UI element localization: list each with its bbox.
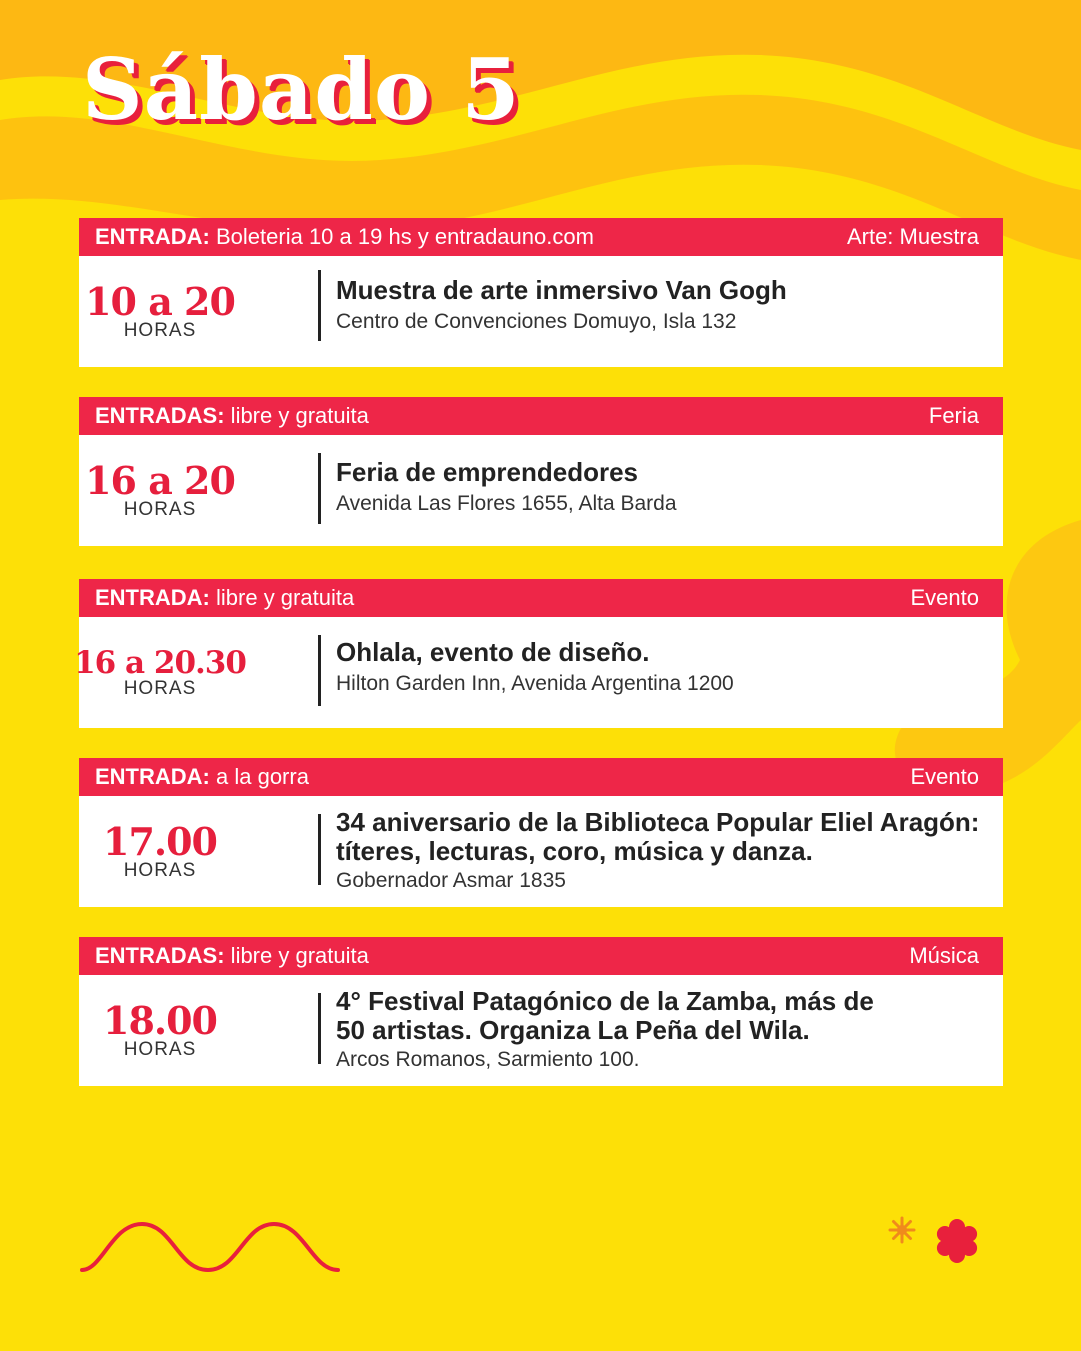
event-time-range: 16 a 20.30 — [74, 644, 246, 681]
sparkle-icon — [888, 1216, 916, 1244]
event-header-bar — [79, 397, 1003, 435]
event-card — [79, 397, 1003, 546]
entry-info: ENTRADA: Boleteria 10 a 19 hs y entradauno.com — [95, 224, 594, 249]
event-info — [336, 458, 983, 517]
event-header-bar — [79, 937, 1003, 975]
event-title-line-1: 4° Festival Patagónico de la Zamba, más de — [336, 986, 874, 1016]
event-time-range: 18.00 — [103, 998, 217, 1043]
entry-info: ENTRADAS: libre y gratuita — [95, 943, 369, 968]
event-card — [74, 579, 1003, 728]
event-body — [79, 975, 1003, 1086]
event-card — [79, 937, 1003, 1086]
event-info — [336, 808, 983, 894]
event-time-range: 16 a 20 — [85, 458, 235, 503]
event-body — [79, 435, 1003, 546]
event-location: Hilton Garden Inn, Avenida Argentina 1200 — [336, 672, 734, 695]
event-category: Evento — [910, 764, 979, 789]
event-title-line-1: 34 aniversario de la Biblioteca Popular Eliel Aragón: — [336, 807, 980, 837]
event-title-line-2: 50 artistas. Organiza La Peña del Wila. — [336, 1015, 810, 1045]
event-card — [79, 218, 1003, 367]
event-info — [336, 987, 983, 1073]
event-body — [74, 617, 1003, 728]
event-time-unit: HORAS — [123, 860, 197, 881]
event-time-unit: HORAS — [123, 499, 197, 520]
event-time — [79, 256, 241, 367]
divider — [318, 453, 321, 524]
entry-info: ENTRADA: a la gorra — [95, 764, 309, 789]
event-time — [79, 435, 241, 546]
event-body — [79, 256, 1003, 367]
flower-icon — [934, 1218, 980, 1264]
page-title: Sábado 5 — [82, 40, 521, 139]
event-title-line-2: títeres, lecturas, coro, música y danza. — [336, 836, 813, 866]
event-time-range: 10 a 20 — [85, 279, 235, 324]
event-info — [336, 276, 983, 335]
event-time — [79, 796, 241, 907]
event-time — [79, 975, 241, 1086]
event-card — [79, 758, 1003, 907]
event-info — [336, 638, 983, 697]
event-time-range: 17.00 — [103, 819, 217, 864]
event-title: Muestra de arte inmersivo Van Gogh — [336, 275, 787, 305]
event-header-bar — [79, 218, 1003, 256]
event-header-bar — [79, 758, 1003, 796]
event-title: Ohlala, evento de diseño. — [336, 637, 650, 667]
event-time-unit: HORAS — [123, 677, 197, 699]
event-header-bar — [79, 579, 1003, 617]
event-category: Evento — [910, 585, 979, 610]
divider — [318, 635, 321, 706]
event-category: Arte: Muestra — [846, 224, 979, 249]
divider — [318, 814, 321, 885]
event-title: Feria de emprendedores — [336, 457, 638, 487]
event-body — [79, 796, 1003, 907]
entry-info: ENTRADAS: libre y gratuita — [95, 403, 369, 428]
event-location: Gobernador Asmar 1835 — [336, 869, 566, 892]
divider — [318, 993, 321, 1064]
event-category: Feria — [928, 403, 979, 428]
event-time — [74, 617, 246, 728]
wave-line-icon — [76, 1218, 346, 1278]
event-time-unit: HORAS — [123, 1039, 197, 1060]
event-location: Avenida Las Flores 1655, Alta Barda — [336, 492, 677, 515]
event-category: Música — [909, 943, 979, 968]
entry-info: ENTRADA: libre y gratuita — [95, 585, 355, 610]
divider — [318, 270, 321, 341]
event-location: Arcos Romanos, Sarmiento 100. — [336, 1048, 640, 1071]
event-location: Centro de Convenciones Domuyo, Isla 132 — [336, 310, 737, 333]
event-time-unit: HORAS — [123, 320, 197, 341]
